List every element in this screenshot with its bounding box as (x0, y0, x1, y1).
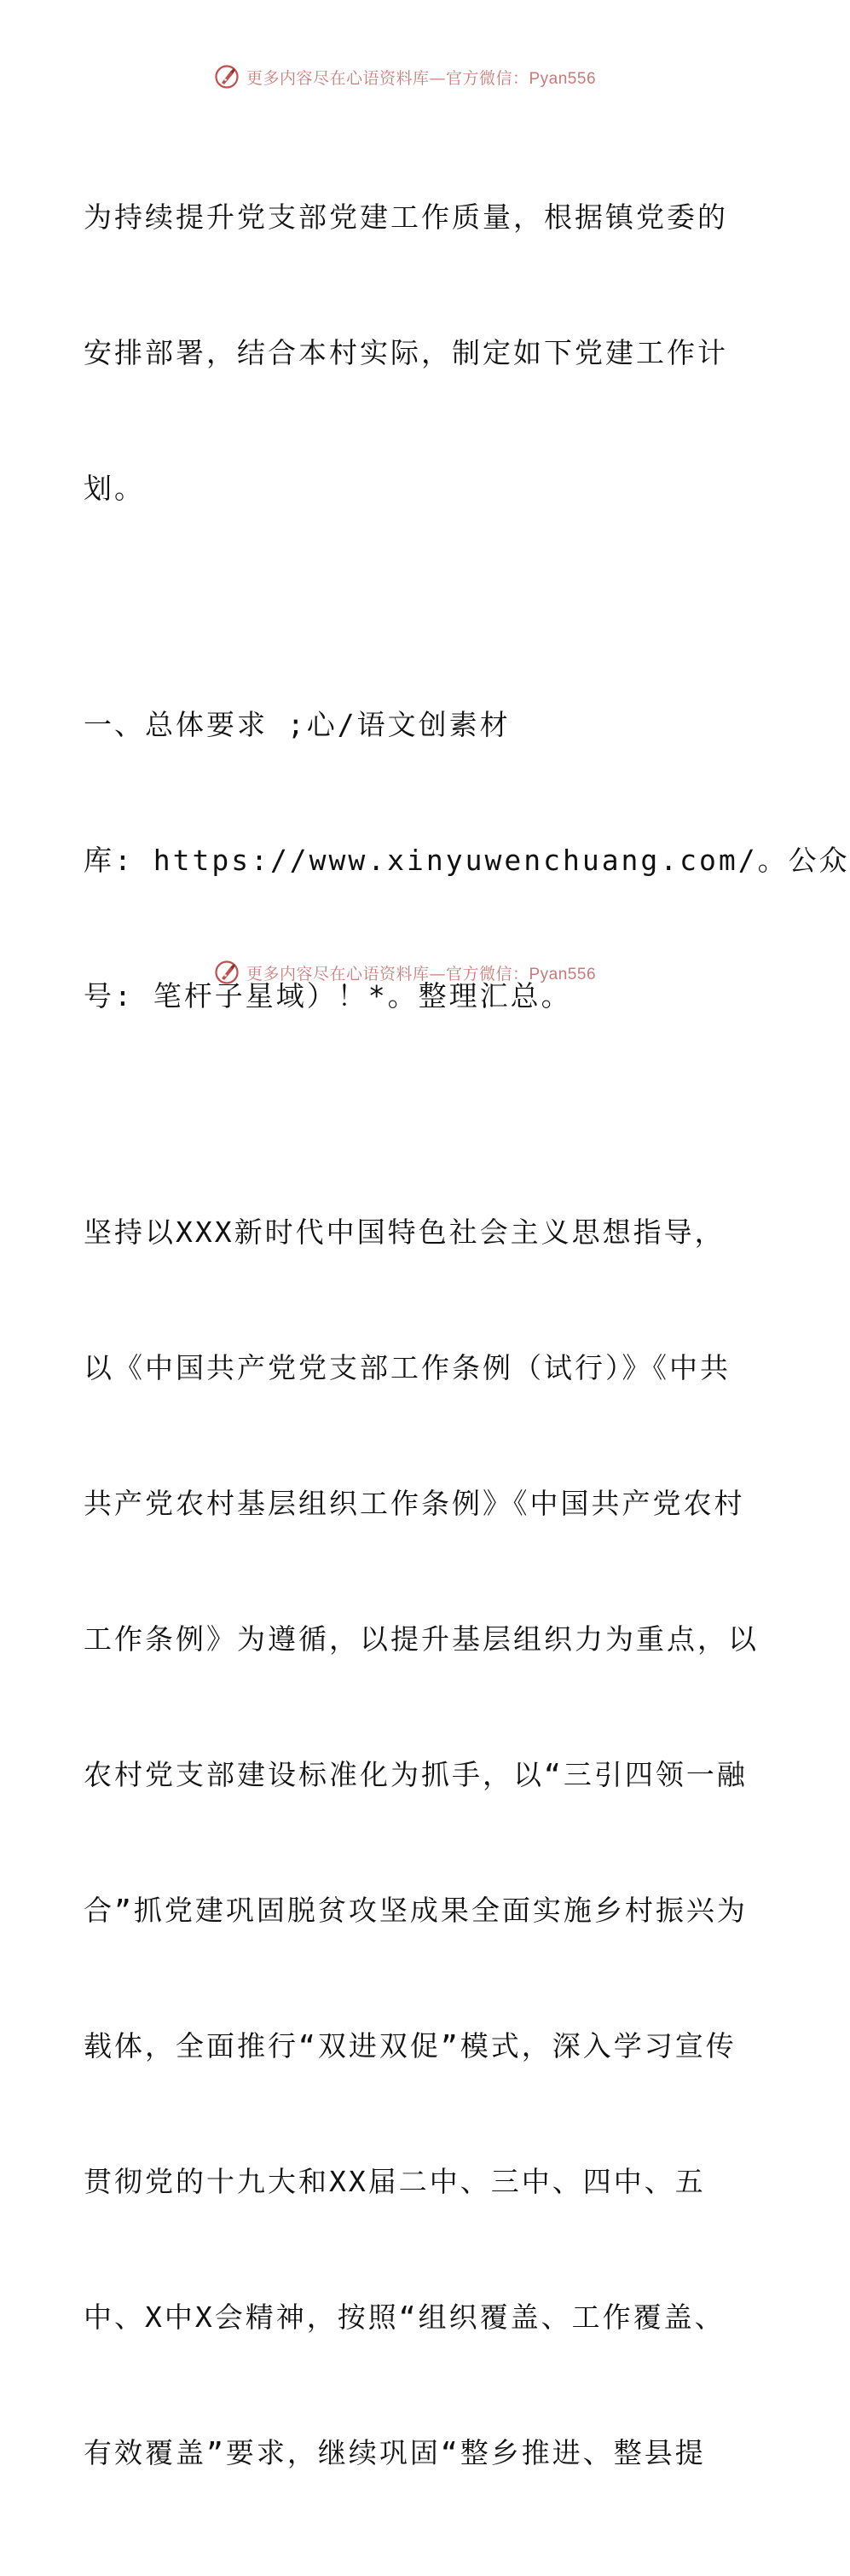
paragraph-intro (84, 104, 731, 601)
pen-nib-logo-icon (214, 64, 240, 90)
text-line: 有效覆盖”要求，继续巩固“整乡推进、整县提 (84, 2436, 706, 2469)
footer-watermark (0, 955, 810, 989)
text-line: 工作条例》为遵循，以提升基层组织力为重点，以 (84, 1622, 759, 1656)
text-line: 库: https://www.xinyuwenchuang.com/。公众 (84, 844, 850, 877)
text-line: 以《中国共产党党支部工作条例（试行）》《中共 (84, 1351, 731, 1384)
text-line: 贯彻党的十九大和XX届二中、三中、四中、五 (84, 2165, 706, 2198)
text-line: 一、总体要求 ;心/语文创素材 (84, 708, 511, 741)
text-line: 共产党农村基层组织工作条例》《中国共产党农村 (84, 1487, 745, 1520)
text-line: 中、X中X会精神，按照“组织覆盖、工作覆盖、 (84, 2300, 726, 2334)
text-line: 为持续提升党支部党建工作质量，根据镇党委的 (84, 200, 728, 234)
text-line: 划。 (84, 472, 145, 505)
pen-nib-logo-icon (214, 960, 240, 985)
header-watermark (0, 60, 810, 94)
document-body (84, 104, 850, 2576)
text-line: 农村党支部建设标准化为抓手，以“三引四领一融 (84, 1758, 748, 1791)
text-line: 合”抓党建巩固脱贫攻坚成果全面实施乡村振兴为 (84, 1894, 748, 1927)
text-line: 号: 笔杆子星域）！*。整理汇总。 (84, 979, 572, 1012)
watermark-text: 更多内容尽在心语资料库—官方微信：Pyan556 (246, 964, 597, 983)
paragraph-body (84, 1119, 759, 2566)
text-line: 安排部署，结合本村实际，制定如下党建工作计 (84, 336, 728, 369)
text-line: 载体，全面推行“双进双促”模式，深入学习宣传 (84, 2029, 737, 2063)
text-line: 坚持以XXX新时代中国特色社会主义思想指导， (84, 1215, 726, 1249)
watermark-text: 更多内容尽在心语资料库—官方微信：Pyan556 (246, 68, 597, 88)
paragraph-heading (84, 612, 850, 1109)
